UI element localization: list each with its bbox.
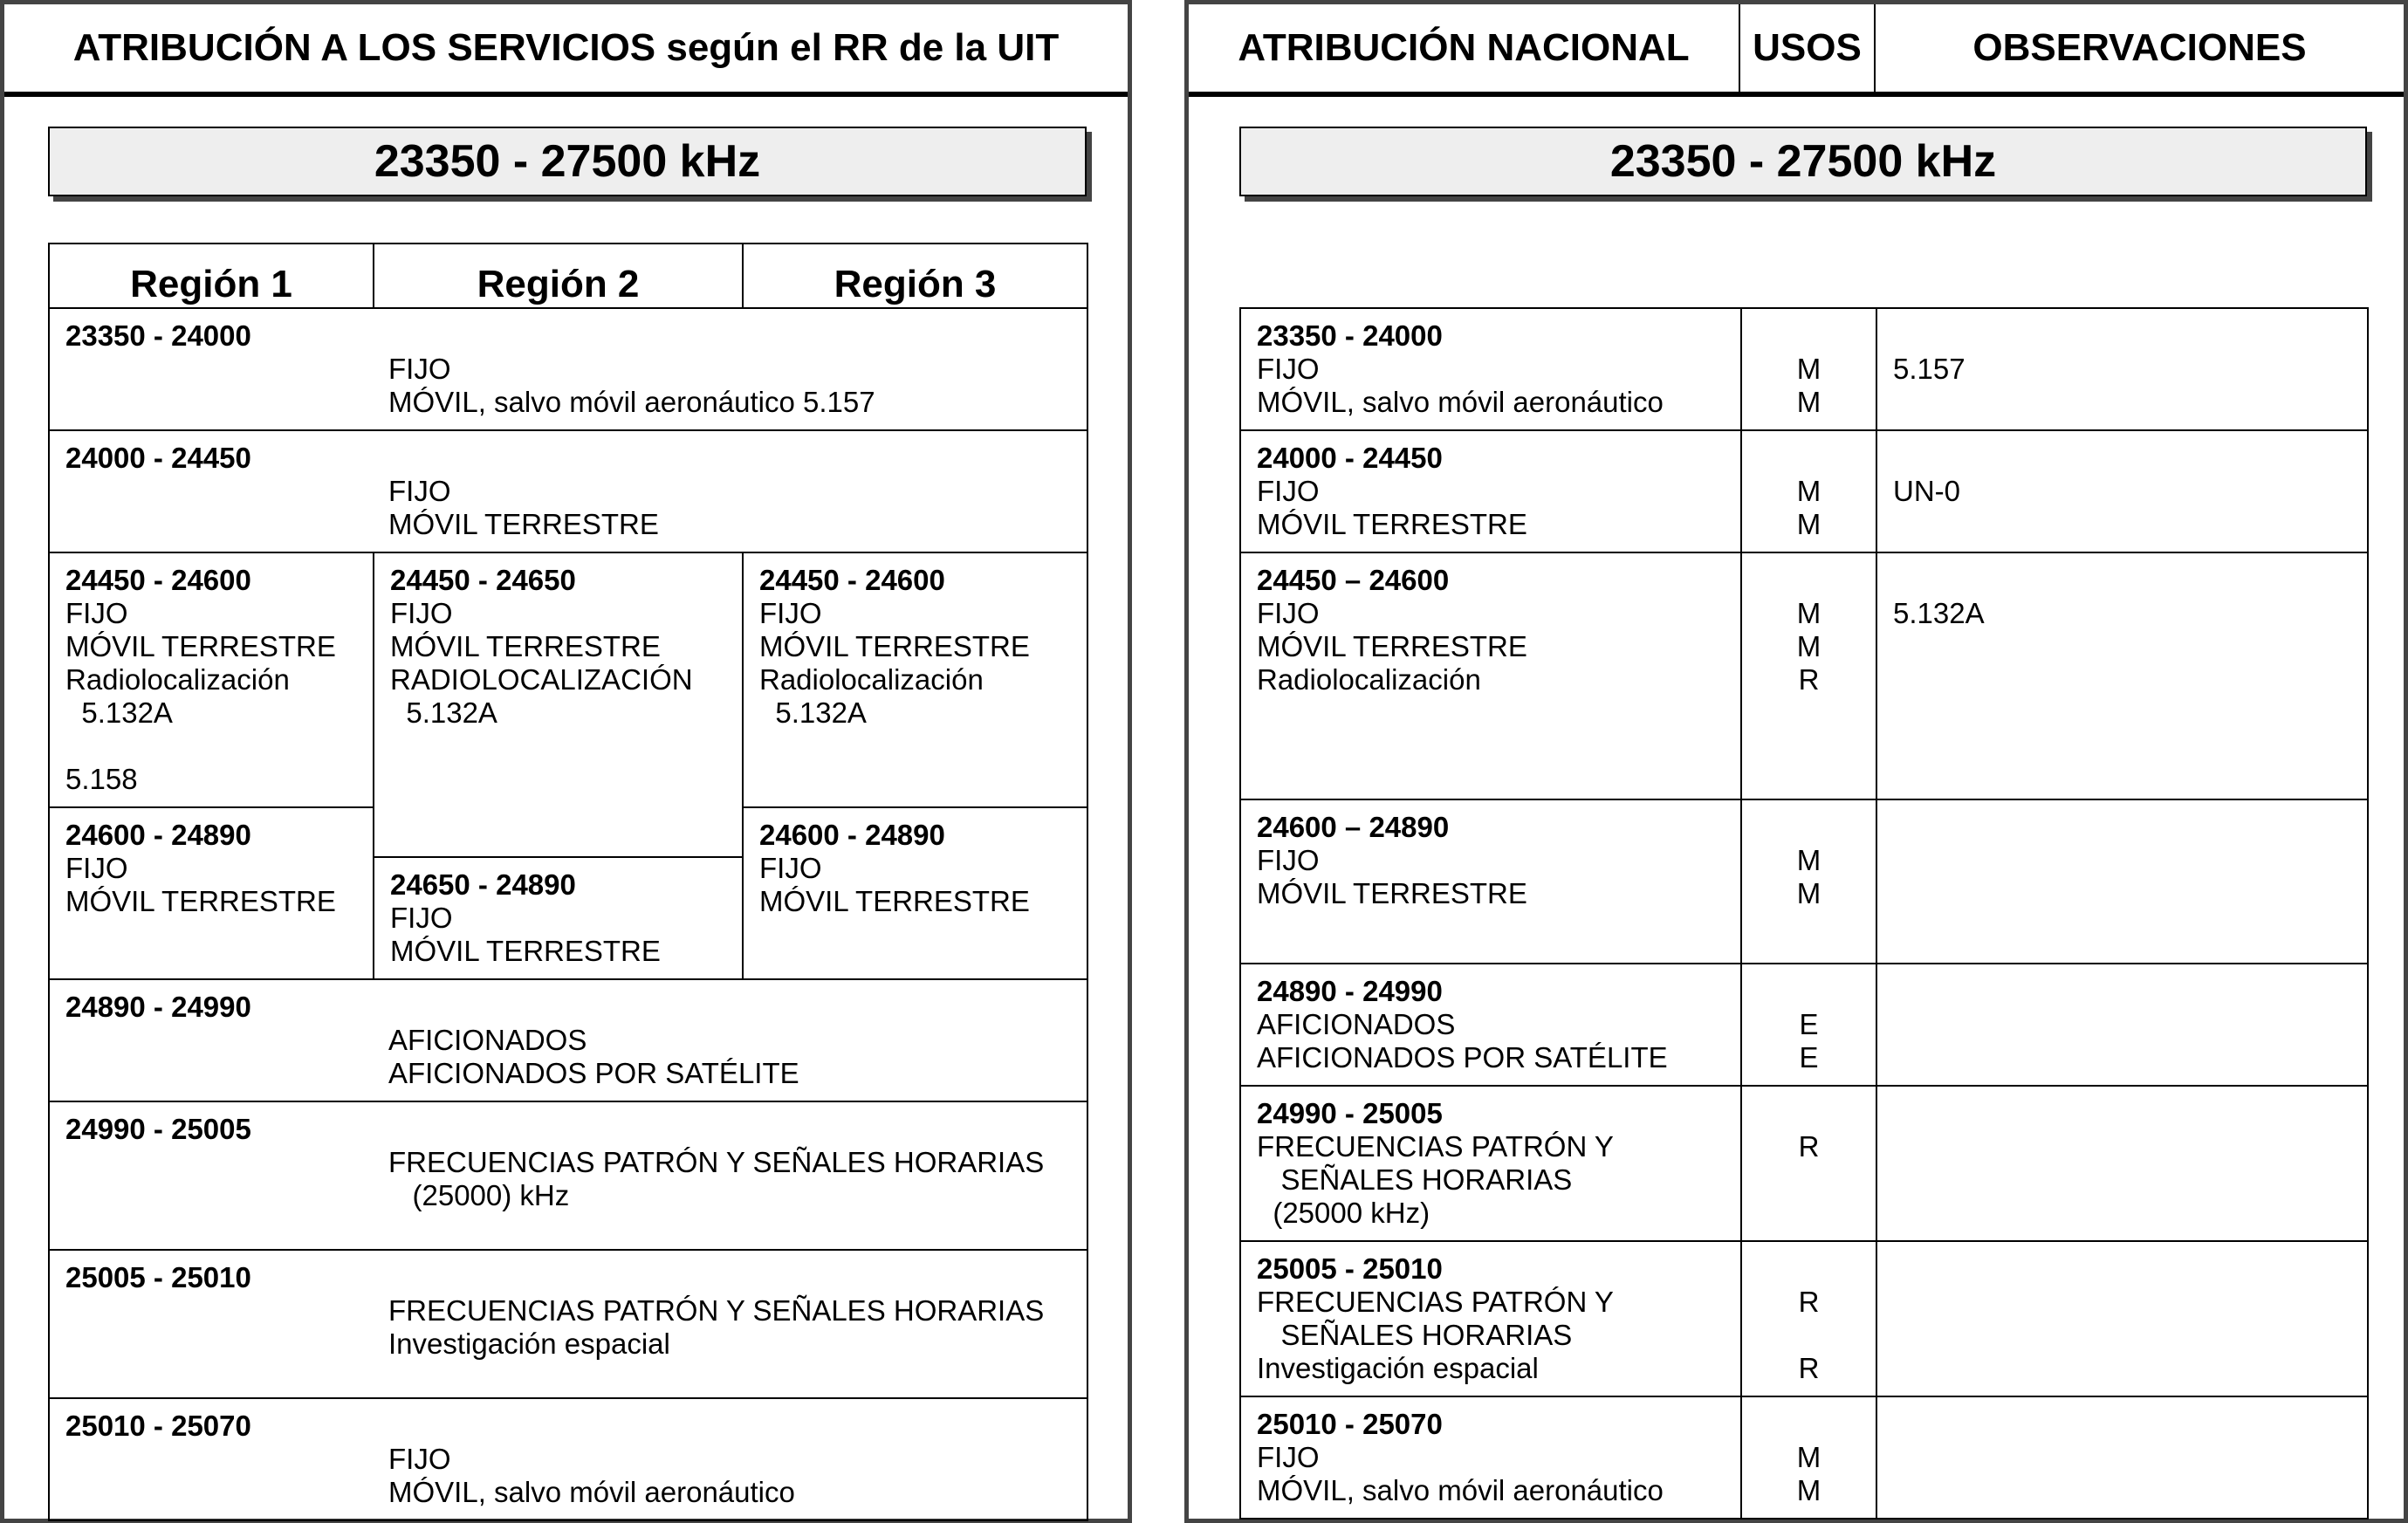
usos-cell: M M: [1741, 799, 1876, 964]
usos-cell: R R: [1741, 1241, 1876, 1396]
national-header: [1189, 4, 2404, 97]
observaciones-cell: 5.157: [1876, 308, 2368, 430]
national-row: 24600 – 24890 FIJO MÓVIL TERRESTRE: [1240, 799, 1741, 964]
usos-title: USOS: [1740, 4, 1876, 92]
itu-r3-cell: 24600 - 24890 FIJO MÓVIL TERRESTRE: [743, 807, 1087, 979]
itu-row: 24890 - 24990 AFICIONADOS AFICIONADOS POR SATÉLITE: [49, 979, 1087, 1101]
region-1-header: Región 1: [49, 244, 374, 308]
national-title: ATRIBUCIÓN NACIONAL: [1189, 4, 1740, 92]
national-allocation-panel: [1184, 0, 2408, 1523]
region-3-header: Región 3: [743, 244, 1087, 308]
national-table: [1239, 307, 2369, 1520]
observaciones-cell: UN-0: [1876, 430, 2368, 552]
observaciones-cell: [1876, 964, 2368, 1086]
observaciones-title: OBSERVACIONES: [1972, 26, 2307, 69]
national-band-title: 23350 - 27500 kHz: [1239, 127, 2367, 196]
itu-row: 24990 - 25005 FRECUENCIAS PATRÓN Y SEÑALES HORARIAS (25000) kHz: [49, 1101, 1087, 1250]
itu-table: [48, 243, 1088, 1521]
observaciones-cell: [1876, 1086, 2368, 1241]
national-row: 25010 - 25070 FIJO MÓVIL, salvo móvil aeronáutico: [1240, 1396, 1741, 1519]
observaciones-cell: 5.132A: [1876, 552, 2368, 799]
itu-r3-cell: 24450 - 24600 FIJO MÓVIL TERRESTRE Radiolocalización 5.132A: [743, 552, 1087, 807]
national-row: 24000 - 24450 FIJO MÓVIL TERRESTRE: [1240, 430, 1741, 552]
usos-cell: E E: [1741, 964, 1876, 1086]
observaciones-cell: [1876, 1396, 2368, 1519]
itu-band-title: 23350 - 27500 kHz: [48, 127, 1087, 196]
national-row: 25005 - 25010 FRECUENCIAS PATRÓN Y SEÑALES HORARIAS Investigación espacial: [1240, 1241, 1741, 1396]
itu-row: 24000 - 24450 FIJO MÓVIL TERRESTRE: [49, 430, 1087, 552]
national-row: 24450 – 24600 FIJO MÓVIL TERRESTRE Radiolocalización: [1240, 552, 1741, 799]
itu-row: 25005 - 25010 FRECUENCIAS PATRÓN Y SEÑALES HORARIAS Investigación espacial: [49, 1250, 1087, 1398]
national-row: 24890 - 24990 AFICIONADOS AFICIONADOS POR SATÉLITE: [1240, 964, 1741, 1086]
usos-cell: R: [1741, 1086, 1876, 1241]
itu-row: 23350 - 24000 FIJO MÓVIL, salvo móvil aeronáutico 5.157: [49, 308, 1087, 430]
itu-r1-cell: 24450 - 24600 FIJO MÓVIL TERRESTRE Radiolocalización 5.132A 5.158: [49, 552, 374, 807]
itu-r1-cell: 24600 - 24890 FIJO MÓVIL TERRESTRE: [49, 807, 374, 979]
itu-r2-cell: 24650 - 24890 FIJO MÓVIL TERRESTRE: [374, 807, 743, 979]
itu-allocation-panel: [0, 0, 1132, 1523]
usos-cell: M M: [1741, 1396, 1876, 1519]
observaciones-cell: [1876, 1241, 2368, 1396]
usos-cell: M M: [1741, 308, 1876, 430]
itu-row: 25010 - 25070 FIJO MÓVIL, salvo móvil aeronáutico: [49, 1398, 1087, 1520]
itu-header: [4, 4, 1128, 97]
usos-cell: M M R: [1741, 552, 1876, 799]
national-row: 24990 - 25005 FRECUENCIAS PATRÓN Y SEÑALES HORARIAS (25000 kHz): [1240, 1086, 1741, 1241]
region-2-header: Región 2: [374, 244, 743, 308]
itu-r2-cell: 24450 - 24650 FIJO MÓVIL TERRESTRE RADIOLOCALIZACIÓN 5.132A: [374, 552, 743, 807]
observaciones-cell: [1876, 799, 2368, 964]
national-row: 23350 - 24000 FIJO MÓVIL, salvo móvil aeronáutico: [1240, 308, 1741, 430]
itu-title: ATRIBUCIÓN A LOS SERVICIOS según el RR de la UIT: [72, 26, 1060, 69]
usos-cell: M M: [1741, 430, 1876, 552]
